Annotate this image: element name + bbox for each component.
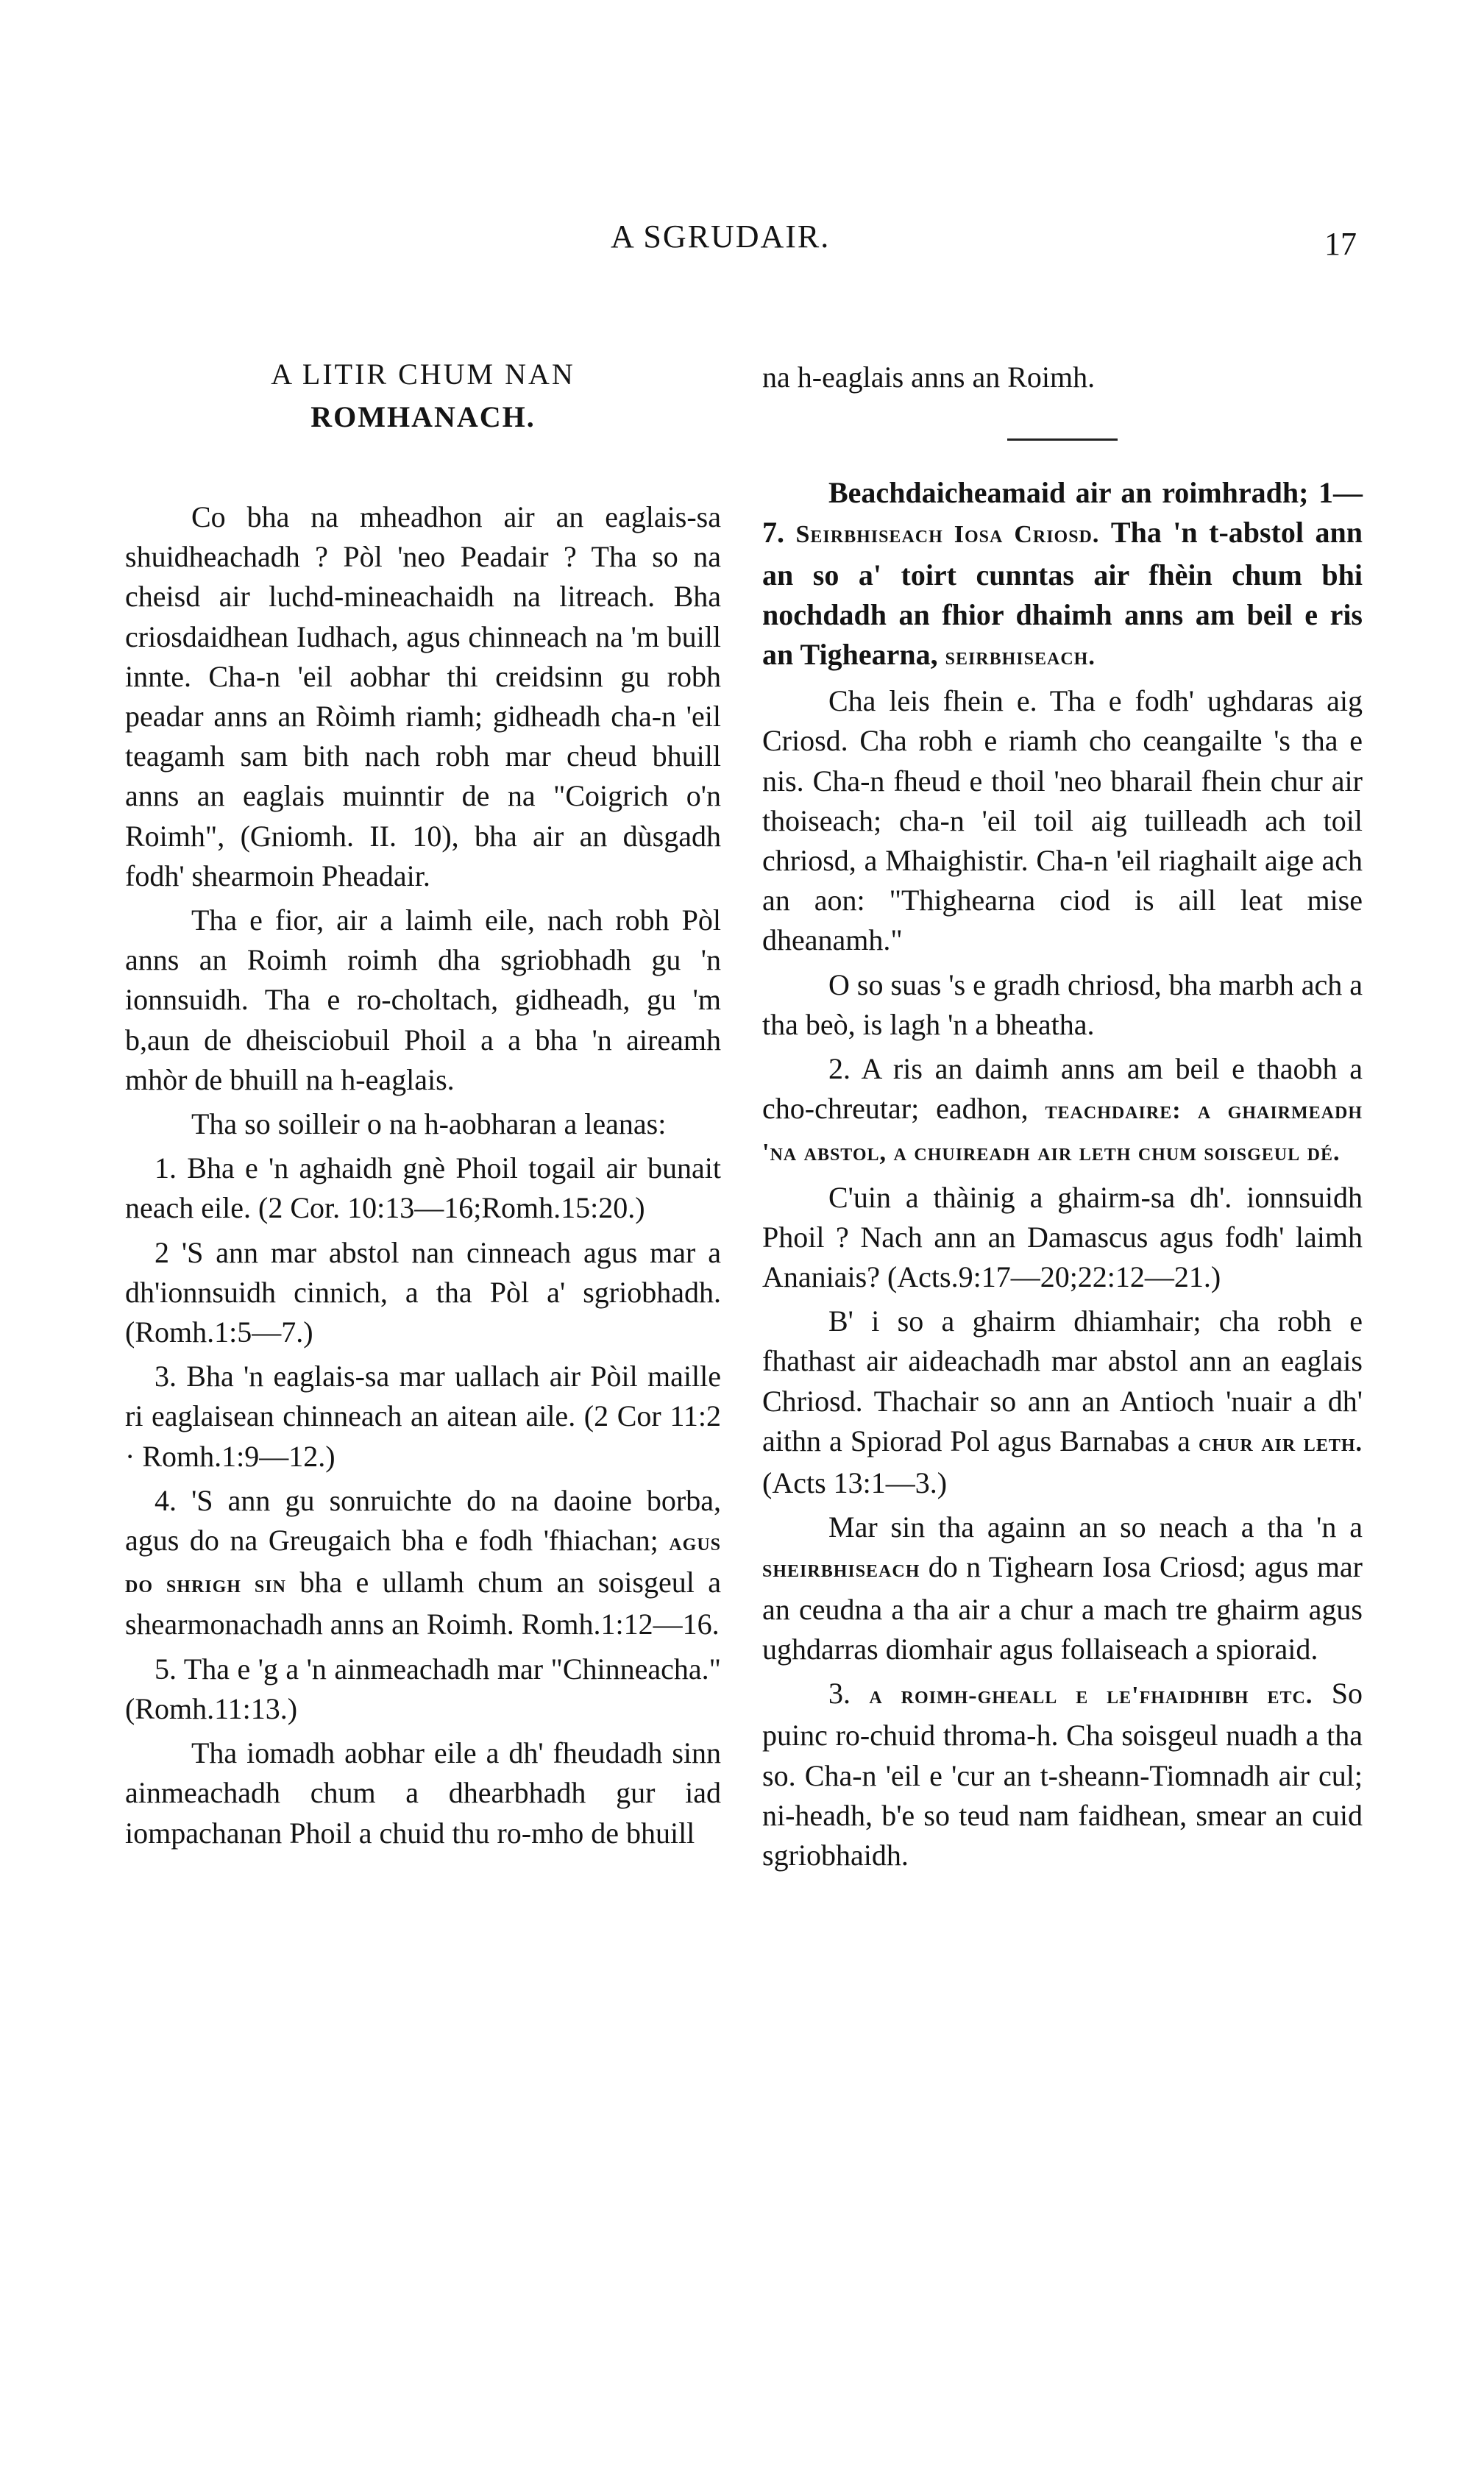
list-item: 5. Tha e 'g a 'n ainmeachadh mar "Chinneacha." (Romh.11:13.) [125,1652,721,1725]
paragraph-lead: Mar sin tha againn an so neach a tha 'n a [828,1510,1363,1544]
body-paragraph: O so suas 's e gradh chriosd, bha marbh ach a tha beò, is lagh 'n a bheatha. [762,967,1363,1041]
small-caps-phrase: chur air leth. [1198,1429,1363,1457]
section-paragraph [762,473,1363,677]
list-item: 1. Bha e 'n aghaidh gnè Phoil togail air bunait neach eile. (2 Cor. 10:13—16;Romh.15:20.) [125,1151,721,1225]
list-item-text: 4. 'S ann gu sonruichte do na daoine borba, agus do na Greugaich bha e fodh 'fhiachan; [125,1483,721,1558]
section-divider [1007,438,1118,441]
body-paragraph: Cha leis fhein e. Tha e fodh' ughdaras aig Criosd. Cha robh e riamh cho ceangailte 's tha e nis. Cha-n fheud e thoil 'neo bharail fhein chur air thoiseach; cha-n 'eil toil aig tuilleadh ach toil chriosd, a Mhaighistir. Cha-n 'eil riaghailt aige ach an aon: "Thighearna ciod is aill leat mise dheanamh." [762,684,1363,957]
continuation-line: na h-eaglais anns an Roimh. [762,361,1096,394]
section-heading: Beachdaicheamaid air an roimhradh; 1—7. [762,476,1363,550]
paragraph-lead: B' i so a ghairm dhiamhair; cha robh e fhathast air aideachadh mar abstol ann an eaglais Chriosd. Thachair so ann an Antioch 'nuair a dh' aithn a Spiorad Pol agus Barnabas a [762,1304,1363,1457]
paragraph-tail: So puinc ro-chuid throma-h. Cha soisgeul nuadh a tha so. Cha-n 'eil e 'cur an t-sheann-Tiomnadh air cul; ni-headh, b'e so teud nam faidhean, smear an cuid sgriobhaidh. [762,1677,1363,1872]
paragraph-tail: do n Tighearn Iosa Criosd; agus mar an ceudna a tha air a chur a mach tre ghairm agus ughdarras diomhair agus follaiseach a spioraid. [762,1550,1363,1666]
paragraph-lead: 2. A ris an daimh anns am beil e thaobh a cho-chreutar; eadhon, [762,1052,1363,1126]
body-paragraph: Co bha na mheadhon air an eaglais-sa shuidheachadh ? Pòl 'neo Peadair ? Tha so na cheisd air luchd-mineachaidh na litreach. Bha criosdaidhean Iudhach, agus chinneach na 'm buill innte. Cha-n 'eil aobhar thi creidsinn gu robh peadar anns an Ròimh riamh; gidheadh cha-n 'eil teagamh sam bith nach robh mar cheud bhuill anns an eaglais muinntir de na "Coigrich o'n Roimh", (Gniomh. II. 10), bha air an dùsgadh fodh' shearmoin Pheadair. [125,500,721,892]
article-title-line2: ROMHANACH. [310,400,536,433]
body-paragraph: C'uin a thàinig a ghairm-sa dh'. ionnsuidh Phoil ? Nach ann an Damascus agus fodh' laimh Ananiais? (Acts.9:17—20;22:12—21.) [762,1180,1363,1294]
section-body: Tha 'n t-abstol ann an so a' toirt cunntas air fhèin chum bhi nochdadh an fhior dhaimh anns am beil e ris an Tighearna, [762,516,1363,672]
page-number: 17 [1324,226,1357,262]
list-item: 3. Bha 'n eaglais-sa mar uallach air Pòil maille ri eaglaisean chinneach an aitean aile. (2 Cor 11:2 · Romh.1:9—12.) [125,1360,721,1473]
body-paragraph [762,1674,1363,1875]
small-caps-phrase: sheirbhiseach [762,1555,920,1583]
list-item: 2 'S ann mar abstol nan cinneach agus mar a dh'ionnsuidh cinnich, a tha Pòl a' sgriobhadh. (Romh.1:5—7.) [125,1235,721,1349]
small-caps-phrase: Seirbhiseach Iosa Criosd. [795,521,1100,549]
small-caps-phrase: a roimh-gheall e le'fhaidhibh etc. [869,1682,1313,1710]
paragraph-tail: (Acts 13:1—3.) [762,1466,948,1500]
small-caps-phrase: seirbhiseach. [945,643,1096,671]
list-item-text: bha e ullamh chum an soisgeul a shearmonachadh anns an Roimh. Romh.1:12—16. [125,1566,722,1641]
body-paragraph: Tha e fior, air a laimh eile, nach robh Pòl anns an Roimh roimh dha sgriobhadh gu 'n ionnsuidh. Tha e ro-choltach, gidheadh, gu 'm b,aun de dheisciobuil Phoil a a bha 'n aireamh mhòr de bhuill na h-eaglais. [125,903,721,1096]
small-caps-phrase: agus do shrigh sin [125,1529,722,1599]
body-paragraph [762,1049,1363,1173]
left-column [125,353,721,1858]
body-paragraph: Tha so soilleir o na h-aobharan a leanas: [191,1107,667,1141]
list-item [125,1481,721,1645]
article-title-line1: A LITIR CHUM NAN [271,358,575,391]
small-caps-phrase: teachdaire: a ghairmeadh 'na abstol, a chuireadh air leth chum soisgeul dé. [762,1097,1363,1167]
running-title: A SGRUDAIR. [611,219,831,255]
paragraph-lead: 3. [828,1677,851,1711]
body-paragraph [762,1507,1363,1669]
right-column [762,358,1363,1880]
body-paragraph: Tha iomadh aobhar eile a dh' fheudadh sinn ainmeachadh chum a dhearbhadh gur iad iompachanan Phoil a chuid thu ro-mho de bhuill [125,1736,721,1850]
body-paragraph [762,1301,1363,1503]
article-title [125,353,721,438]
